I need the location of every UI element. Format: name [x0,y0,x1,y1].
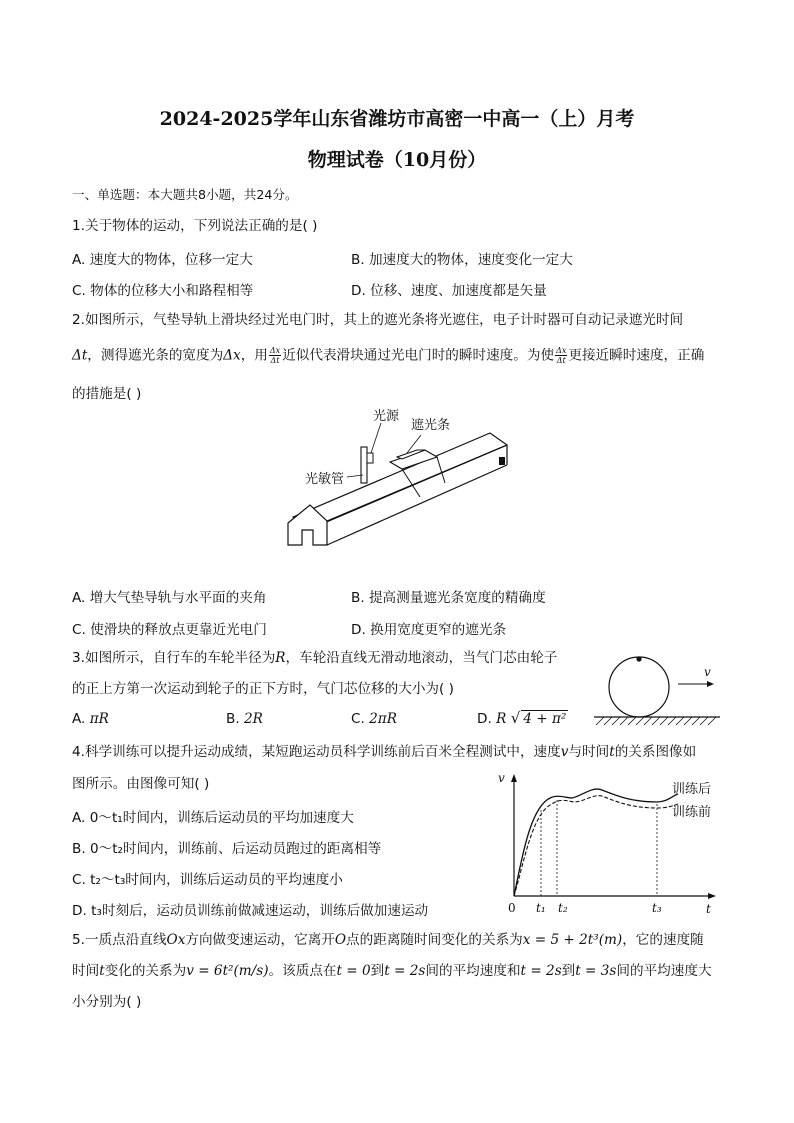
q2-delta-t: Δt [72,347,88,364]
q5-text: 变化的关系为 [104,963,187,979]
q2-option-c: C. 使滑块的释放点更靠近光电门 [72,622,267,638]
option-value: 2R [243,711,263,727]
q3-stem-line1 [72,649,557,667]
q2-fraction [269,346,281,365]
q3-option-a [72,711,109,727]
q5-text: 到 [561,963,576,979]
q5-text: 间的平均速度和 [425,963,521,979]
q5-math: t = 2s [520,963,562,979]
exam-title: 2024-2025学年山东省潍坊市高密一中高一（上）月考 [159,108,635,130]
t2-label: t₂ [558,901,568,915]
q5-math: O [334,932,347,948]
exam-subtitle: 物理试卷（10月份） [307,149,487,171]
q2-stem-line1: 2.如图所示，气垫导轨上滑块经过光电门时，其上的遮光条将光遮住，电子计时器可自动记录遮光时间 [72,312,684,328]
section-heading: 一、单选题：本大题共8小题，共24分。 [72,187,298,202]
photogate-head [367,453,373,463]
x-axis-label: t [706,902,711,916]
arrow-head [707,681,714,687]
q5-math: t = 0 [336,963,371,979]
q1-option-d: D. 位移、速度、加速度都是矢量 [351,283,547,299]
q4-text: 与时间 [568,744,610,760]
q4-option-c: C. t₂～t₃时间内，训练后运动员的平均速度小 [72,872,343,888]
q5-math: t = 3s [575,963,617,979]
q2-stem-line2 [72,346,704,365]
q1-option-c: C. 物体的位移大小和路程相等 [72,283,254,299]
legend-after: 训练后 [672,782,712,797]
leader-line [371,423,381,453]
q4-text: 4.科学训练可以提升运动成绩，某短跑运动员科学训练前后百米全程测试中，速度 [72,744,561,760]
q5-text: 。该质点在 [268,963,337,979]
q5-math: t [99,963,105,979]
q5-text: 间的平均速度大 [616,963,712,979]
fraction-numerator: Δx [556,346,567,355]
option-letter: C. [351,711,370,727]
q1-stem: 1.关于物体的运动，下列说法正确的是( ) [72,218,318,234]
q5-text: ，它的速度随 [622,932,704,948]
option-letter: A. [72,711,90,727]
valve-core [636,656,641,661]
q2-option-d: D. 换用宽度更窄的遮光条 [351,622,507,638]
ground-hatch [596,717,716,725]
q5-text: 到 [370,963,385,979]
q2-option-a: A. 增大气垫导轨与水平面的夹角 [72,590,267,606]
q5-text: 点的距离随时间变化的关系为 [346,932,523,948]
q3-option-c [351,711,397,727]
t3-label: t₃ [652,901,662,915]
q4-v-symbol: v [560,744,569,760]
label-photo-tube: 光敏管 [305,472,345,487]
q5-text: 时间 [72,963,100,979]
air-track-figure [285,405,525,575]
q2-option-b: B. 提高测量遮光条宽度的精确度 [351,590,546,606]
option-letter: B. [226,711,244,727]
after-training-curve [514,789,678,896]
label-light-source: 光源 [373,409,400,424]
q1-option-b: B. 加速度大的物体，速度变化一定大 [351,252,573,268]
q4-text: 的关系图像如 [614,744,697,760]
q2-delta-x: Δx [223,347,241,364]
q5-math: v = 6t²(m/s) [186,963,269,979]
wheel-figure [590,650,725,730]
q4-option-b: B. 0～t₂时间内，训练前、后运动员跑过的距离相等 [72,841,382,857]
sqrt-sign: √ [510,709,521,727]
q5-line2 [72,962,712,980]
q4-stem-line1 [72,743,696,761]
q4-t-symbol: t [609,744,615,760]
q5-text: 方向做变速运动，它离开 [185,932,335,948]
origin-label: 0 [508,901,516,915]
label-shade-strip: 遮光条 [411,418,451,433]
q5-line3: 小分别为( ) [72,994,142,1010]
q5-line1 [72,931,704,949]
q4-option-d: D. t₃时刻后，运动员训练前做减速运动，训练后做加速运动 [72,903,429,919]
photogate-post [361,447,367,483]
q5-text: 5.一质点沿直线 [72,932,167,948]
velocity-label: v [704,665,711,679]
q2-text: ，测得遮光条的宽度为 [87,347,224,364]
y-axis-arrow [511,774,517,782]
q2-fraction-2 [555,346,567,365]
q2-stem-line3: 的措施是( ) [72,386,142,402]
sqrt-radicand: 4 + π² [523,711,567,727]
q2-text: ，用 [240,347,268,364]
q4-stem-line2: 图所示。由图像可知( ) [72,776,210,792]
q3-text: 3.如图所示，自行车的车轮半径为 [72,650,276,666]
x-axis-arrow [708,893,716,899]
vt-graph [492,768,722,920]
fraction-denominator: Δt [270,356,280,365]
q3-option-d [477,709,568,727]
q5-math: t = 2s [384,963,426,979]
option-letter: D. [477,711,497,727]
q5-math: x = 5 + 2t³(m) [522,932,623,948]
fraction-denominator: Δt [556,356,566,365]
t1-label: t₁ [536,901,546,915]
option-value: R [496,711,507,727]
fraction-numerator: Δx [269,346,281,355]
q1-option-a: A. 速度大的物体，位移一定大 [72,252,253,268]
wheel [609,657,669,717]
legend-before: 训练前 [672,805,712,820]
q2-text: 近似代表滑块通过光电门时的瞬时速度。为使 [282,347,555,364]
q5-math: Ox [166,932,186,948]
track-stopper [499,457,505,465]
q3-option-b [226,711,263,727]
q4-option-a: A. 0～t₁时间内，训练后运动员的平均加速度大 [72,810,354,826]
y-axis-label: v [498,771,505,785]
q3-stem-line2: 的正上方第一次运动到轮子的正下方时，气门芯位移的大小为( ) [72,681,454,697]
option-value: 2πR [369,711,397,727]
q3-radius-symbol: R [275,650,286,666]
option-value: πR [89,711,109,727]
q3-text: ，车轮沿直线无滑动地滚动，当气门芯由轮子 [285,650,558,666]
q2-text: 更接近瞬时速度，正确 [568,347,705,364]
